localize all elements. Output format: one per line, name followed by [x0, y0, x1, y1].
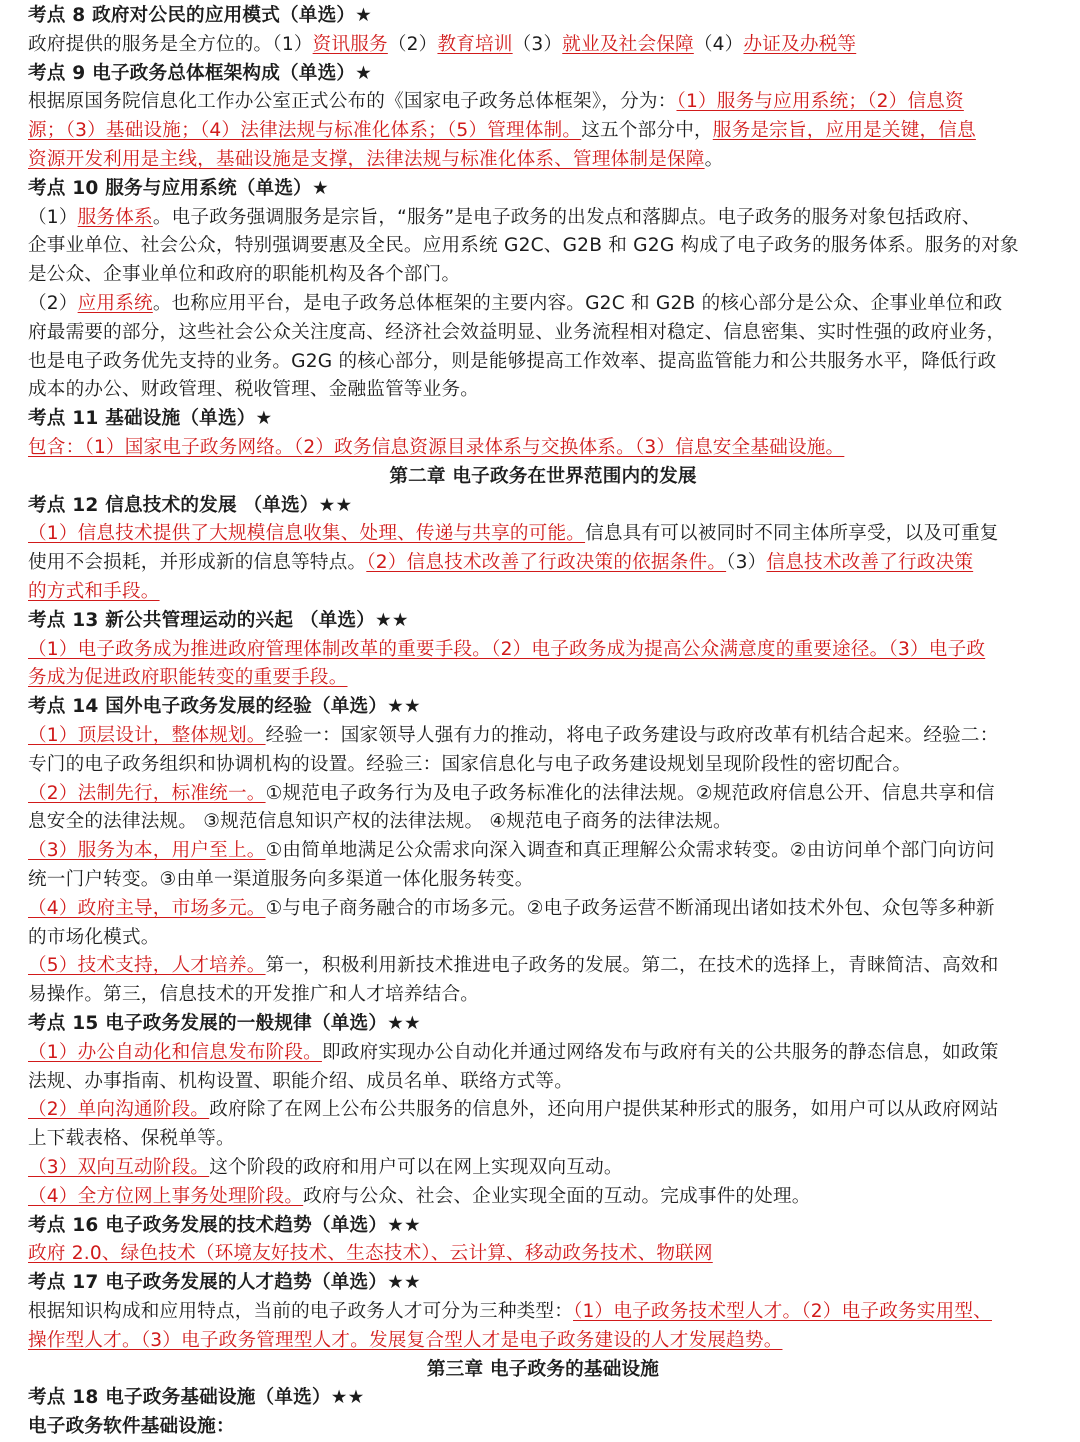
plain-text: （3） — [512, 33, 563, 55]
text-line — [28, 1298, 992, 1327]
section-heading — [28, 492, 352, 521]
highlighted-text: （1）办公自动化和信息发布阶段。 — [28, 1041, 322, 1063]
section-heading — [28, 1413, 235, 1442]
highlighted-text: （1）电子政务技术型人才。（2）电子政务实用型、 — [573, 1301, 992, 1322]
text-line — [28, 1068, 573, 1097]
section-heading — [28, 1269, 421, 1298]
section-heading — [28, 175, 329, 204]
highlighted-text: （5）技术支持，人才培养。 — [28, 955, 266, 977]
plain-text: 政府提供的服务是全方位的。（1） — [28, 33, 313, 55]
highlighted-text: （3）双向互动阶段。 — [28, 1157, 210, 1178]
highlighted-text: 应用系统 — [77, 293, 153, 314]
text-line — [28, 434, 844, 463]
plain-text: 考点 8 政府对公民的应用模式（单选）★ — [28, 5, 373, 26]
plain-text: （3） — [726, 552, 767, 574]
section-heading — [28, 1010, 421, 1039]
highlighted-text: （4）政府主导，市场多元。 — [28, 897, 266, 919]
plain-text: 这个阶段的政府和用户可以在网上实现双向互动。 — [209, 1157, 623, 1178]
text-line — [28, 204, 981, 233]
plain-text: 考点 9 电子政务总体框架构成（单选）★ — [28, 62, 373, 84]
plain-text: 考点 14 国外电子政务发展的经验（单选）★★ — [28, 696, 421, 718]
plain-text: 府最需要的部分，这些社会公众关注度高、经济社会效益明显、业务流程相对稳定、信息密集、实时性强的政府业务， — [28, 321, 1006, 343]
text-line — [28, 808, 732, 837]
text-line — [28, 1154, 623, 1183]
plain-text: 考点 12 信息技术的发展 （单选）★★ — [28, 494, 353, 516]
chapter-heading — [28, 463, 1058, 492]
highlighted-text: （2）信息技术改善了行政决策的依据条件。 — [366, 552, 727, 574]
text-line — [28, 261, 460, 290]
plain-text: （2） — [387, 33, 438, 55]
section-heading — [28, 607, 409, 636]
plain-text: ①由简单地满足公众需求向深入调查和真正理解公众需求转变。②由访问单个部门向访问 — [265, 840, 995, 862]
highlighted-text: 信息技术改善了行政决策 — [766, 552, 974, 574]
text-line — [28, 952, 999, 981]
plain-text: 第一，积极利用新技术推进电子政务的发展。第二，在技术的选择上，青睐简洁、高效和 — [265, 955, 999, 977]
highlighted-text: （3）服务为本，用户至上。 — [28, 840, 266, 862]
text-line — [28, 1125, 235, 1154]
highlighted-text: 务成为促进政府职能转变的重要手段。 — [28, 667, 348, 689]
plain-text: 专门的电子政务组织和协调机构的设置。经验三：国家信息化与电子政务建设规划呈现阶段性的密切配合。 — [28, 753, 912, 775]
plain-text: 第三章 电子政务的基础设施 — [426, 1358, 660, 1380]
plain-text: 成本的办公、财政管理、税收管理、金融监管等业务。 — [28, 379, 480, 401]
text-line — [28, 549, 973, 578]
plain-text: ①与电子商务融合的市场多元。②电子政务运营不断涌现出诸如技术外包、众包等多种新 — [265, 897, 995, 919]
plain-text: 上下载表格、保税单等。 — [28, 1128, 235, 1150]
plain-text: 。 — [704, 149, 724, 170]
text-line — [28, 88, 964, 117]
text-line — [28, 866, 534, 895]
section-heading — [28, 693, 421, 722]
highlighted-text: （1）服务与应用系统；（2）信息资 — [676, 91, 964, 113]
plain-text: 法规、办事指南、机构设置、职能介绍、成员名单、联络方式等。 — [28, 1070, 574, 1092]
highlighted-text: 服务是宗旨，应用是关键，信息 — [712, 120, 976, 142]
text-line — [28, 348, 996, 377]
plain-text: 。也称应用平台，是电子政务总体框架的主要内容。G2C 和 G2B 的核心部分是公众、企事业单位和政 — [152, 293, 1003, 314]
text-line — [28, 780, 995, 809]
plain-text: 考点 16 电子政务发展的技术趋势（单选）★★ — [28, 1214, 421, 1236]
text-line — [28, 837, 995, 866]
plain-text: 考点 10 服务与应用系统（单选）★ — [28, 177, 329, 199]
plain-text: 根据原国务院信息化工作办公室正式公布的《国家电子政务总体框架》，分为： — [28, 91, 677, 113]
text-line — [28, 981, 479, 1010]
text-line — [28, 664, 348, 693]
plain-text: 考点 13 新公共管理运动的兴起 （单选）★★ — [28, 609, 409, 631]
text-line — [28, 290, 1002, 319]
plain-text: 考点 11 基础设施（单选）★ — [28, 408, 273, 430]
section-heading — [28, 1384, 364, 1413]
section-heading — [28, 2, 372, 31]
highlighted-text: 包含：（1）国家电子政务网络。（2）政务信息资源目录体系与交换体系。（3）信息安全基础设施。 — [28, 437, 845, 458]
text-line — [28, 1240, 713, 1269]
plain-text: 企事业单位、社会公众，特别强调要惠及全民。应用系统 G2C、G2B 和 G2G 构成了电子政务的服务体系。服务的对象 — [28, 235, 1019, 257]
plain-text: （2） — [28, 293, 78, 314]
section-heading — [28, 1212, 421, 1241]
text-line — [28, 146, 723, 175]
text-line — [28, 751, 911, 780]
highlighted-text: 操作型人才。（3）电子政务管理型人才。发展复合型人才是电子政务建设的人才发展趋势。 — [28, 1329, 783, 1351]
plain-text: 考点 18 电子政务基础设施（单选）★★ — [28, 1387, 365, 1409]
plain-text: 考点 15 电子政务发展的一般规律（单选）★★ — [28, 1013, 421, 1034]
highlighted-text: 服务体系 — [77, 206, 153, 228]
text-line — [28, 319, 1005, 348]
text-line — [28, 1039, 999, 1068]
plain-text: 考点 17 电子政务发展的人才趋势（单选）★★ — [28, 1272, 421, 1294]
text-line — [28, 1096, 999, 1125]
plain-text: 根据知识构成和应用特点，当前的电子政务人才可分为三种类型： — [28, 1301, 574, 1322]
highlighted-text: 的方式和手段。 — [28, 581, 160, 602]
plain-text: 的市场化模式。 — [28, 926, 160, 948]
plain-text: 易操作。第三，信息技术的开发推广和人才培养结合。 — [28, 984, 480, 1006]
plain-text: 政府与公众、社会、企业实现全面的互动。完成事件的处理。 — [303, 1185, 811, 1207]
highlighted-text: 资源开发利用是主线，基础设施是支撑，法律法规与标准化体系、管理体制是保障 — [28, 149, 705, 170]
plain-text: 电子政务软件基础设施： — [28, 1416, 235, 1438]
plain-text: 是公众、企事业单位和政府的职能机构及各个部门。 — [28, 264, 461, 286]
text-line — [28, 117, 976, 146]
highlighted-text: 源；（3）基础设施；（4）法律法规与标准化体系；（5）管理体制。 — [28, 120, 582, 142]
plain-text: 息安全的法律法规。 ③规范信息知识产权的法律法规。 ④规范电子商务的法律法规。 — [28, 811, 732, 833]
highlighted-text: 资讯服务 — [312, 33, 388, 55]
plain-text: （1） — [28, 206, 78, 228]
text-line — [28, 895, 995, 924]
highlighted-text: （4）全方位网上事务处理阶段。 — [28, 1185, 304, 1207]
plain-text: ①规范电子政务行为及电子政务标准化的法律法规。②规范政府信息公开、信息共享和信 — [265, 782, 995, 804]
highlighted-text: （2）法制先行，标准统一。 — [28, 782, 266, 804]
plain-text: 。电子政务强调服务是宗旨，“服务”是电子政务的出发点和落脚点。电子政务的服务对象包括政府、 — [152, 206, 981, 228]
plain-text: 使用不会损耗，并形成新的信息等特点。 — [28, 552, 367, 574]
text-line — [28, 376, 479, 405]
highlighted-text: （1）信息技术提供了大规模信息收集、处理、传递与共享的可能。 — [28, 523, 586, 545]
text-line — [28, 636, 985, 665]
plain-text: （4） — [693, 33, 744, 55]
text-line — [28, 1183, 811, 1212]
plain-text: 即政府实现办公自动化并通过网络发布与政府有关的公共服务的静态信息，如政策 — [321, 1041, 999, 1063]
plain-text: 统一门户转变。③由单一渠道服务向多渠道一体化服务转变。 — [28, 869, 534, 890]
plain-text: 信息具有可以被同时不同主体所享受，以及可重复 — [585, 523, 999, 545]
plain-text: 也是电子政务优先支持的业务。G2G 的核心部分，则是能够提高工作效率、提高监管能力和公共服务水平，降低行政 — [28, 350, 997, 372]
highlighted-text: 教育培训 — [437, 33, 513, 55]
text-line — [28, 1327, 782, 1356]
plain-text: 第二章 电子政务在世界范围内的发展 — [389, 465, 697, 487]
text-line — [28, 31, 856, 60]
section-heading — [28, 405, 272, 434]
highlighted-text: 办证及办税等 — [743, 33, 857, 55]
highlighted-text: 就业及社会保障 — [562, 33, 694, 55]
highlighted-text: 政府 2.0、绿色技术（环境友好技术、生态技术）、云计算、移动政务技术、物联网 — [28, 1243, 713, 1265]
highlighted-text: （1）顶层设计，整体规划。 — [28, 725, 266, 746]
chapter-heading — [28, 1356, 1058, 1385]
plain-text: 政府除了在网上公布公共服务的信息外，还向用户提供某种形式的服务，如用户可以从政府网站 — [209, 1099, 999, 1121]
text-line — [28, 578, 160, 607]
highlighted-text: （1）电子政务成为推进政府管理体制改革的重要手段。（2）电子政务成为提高公众满意度的重要途径。（3）电子政 — [28, 638, 986, 660]
plain-text: 这五个部分中， — [581, 120, 713, 142]
text-line — [28, 924, 160, 953]
text-line — [28, 722, 999, 751]
section-heading — [28, 60, 372, 89]
text-line — [28, 520, 999, 549]
text-line — [28, 232, 1019, 261]
plain-text: 经验一：国家领导人强有力的推动，将电子政务建设与政府改革有机结合起来。经验二： — [265, 725, 999, 746]
highlighted-text: （2）单向沟通阶段。 — [28, 1099, 210, 1121]
